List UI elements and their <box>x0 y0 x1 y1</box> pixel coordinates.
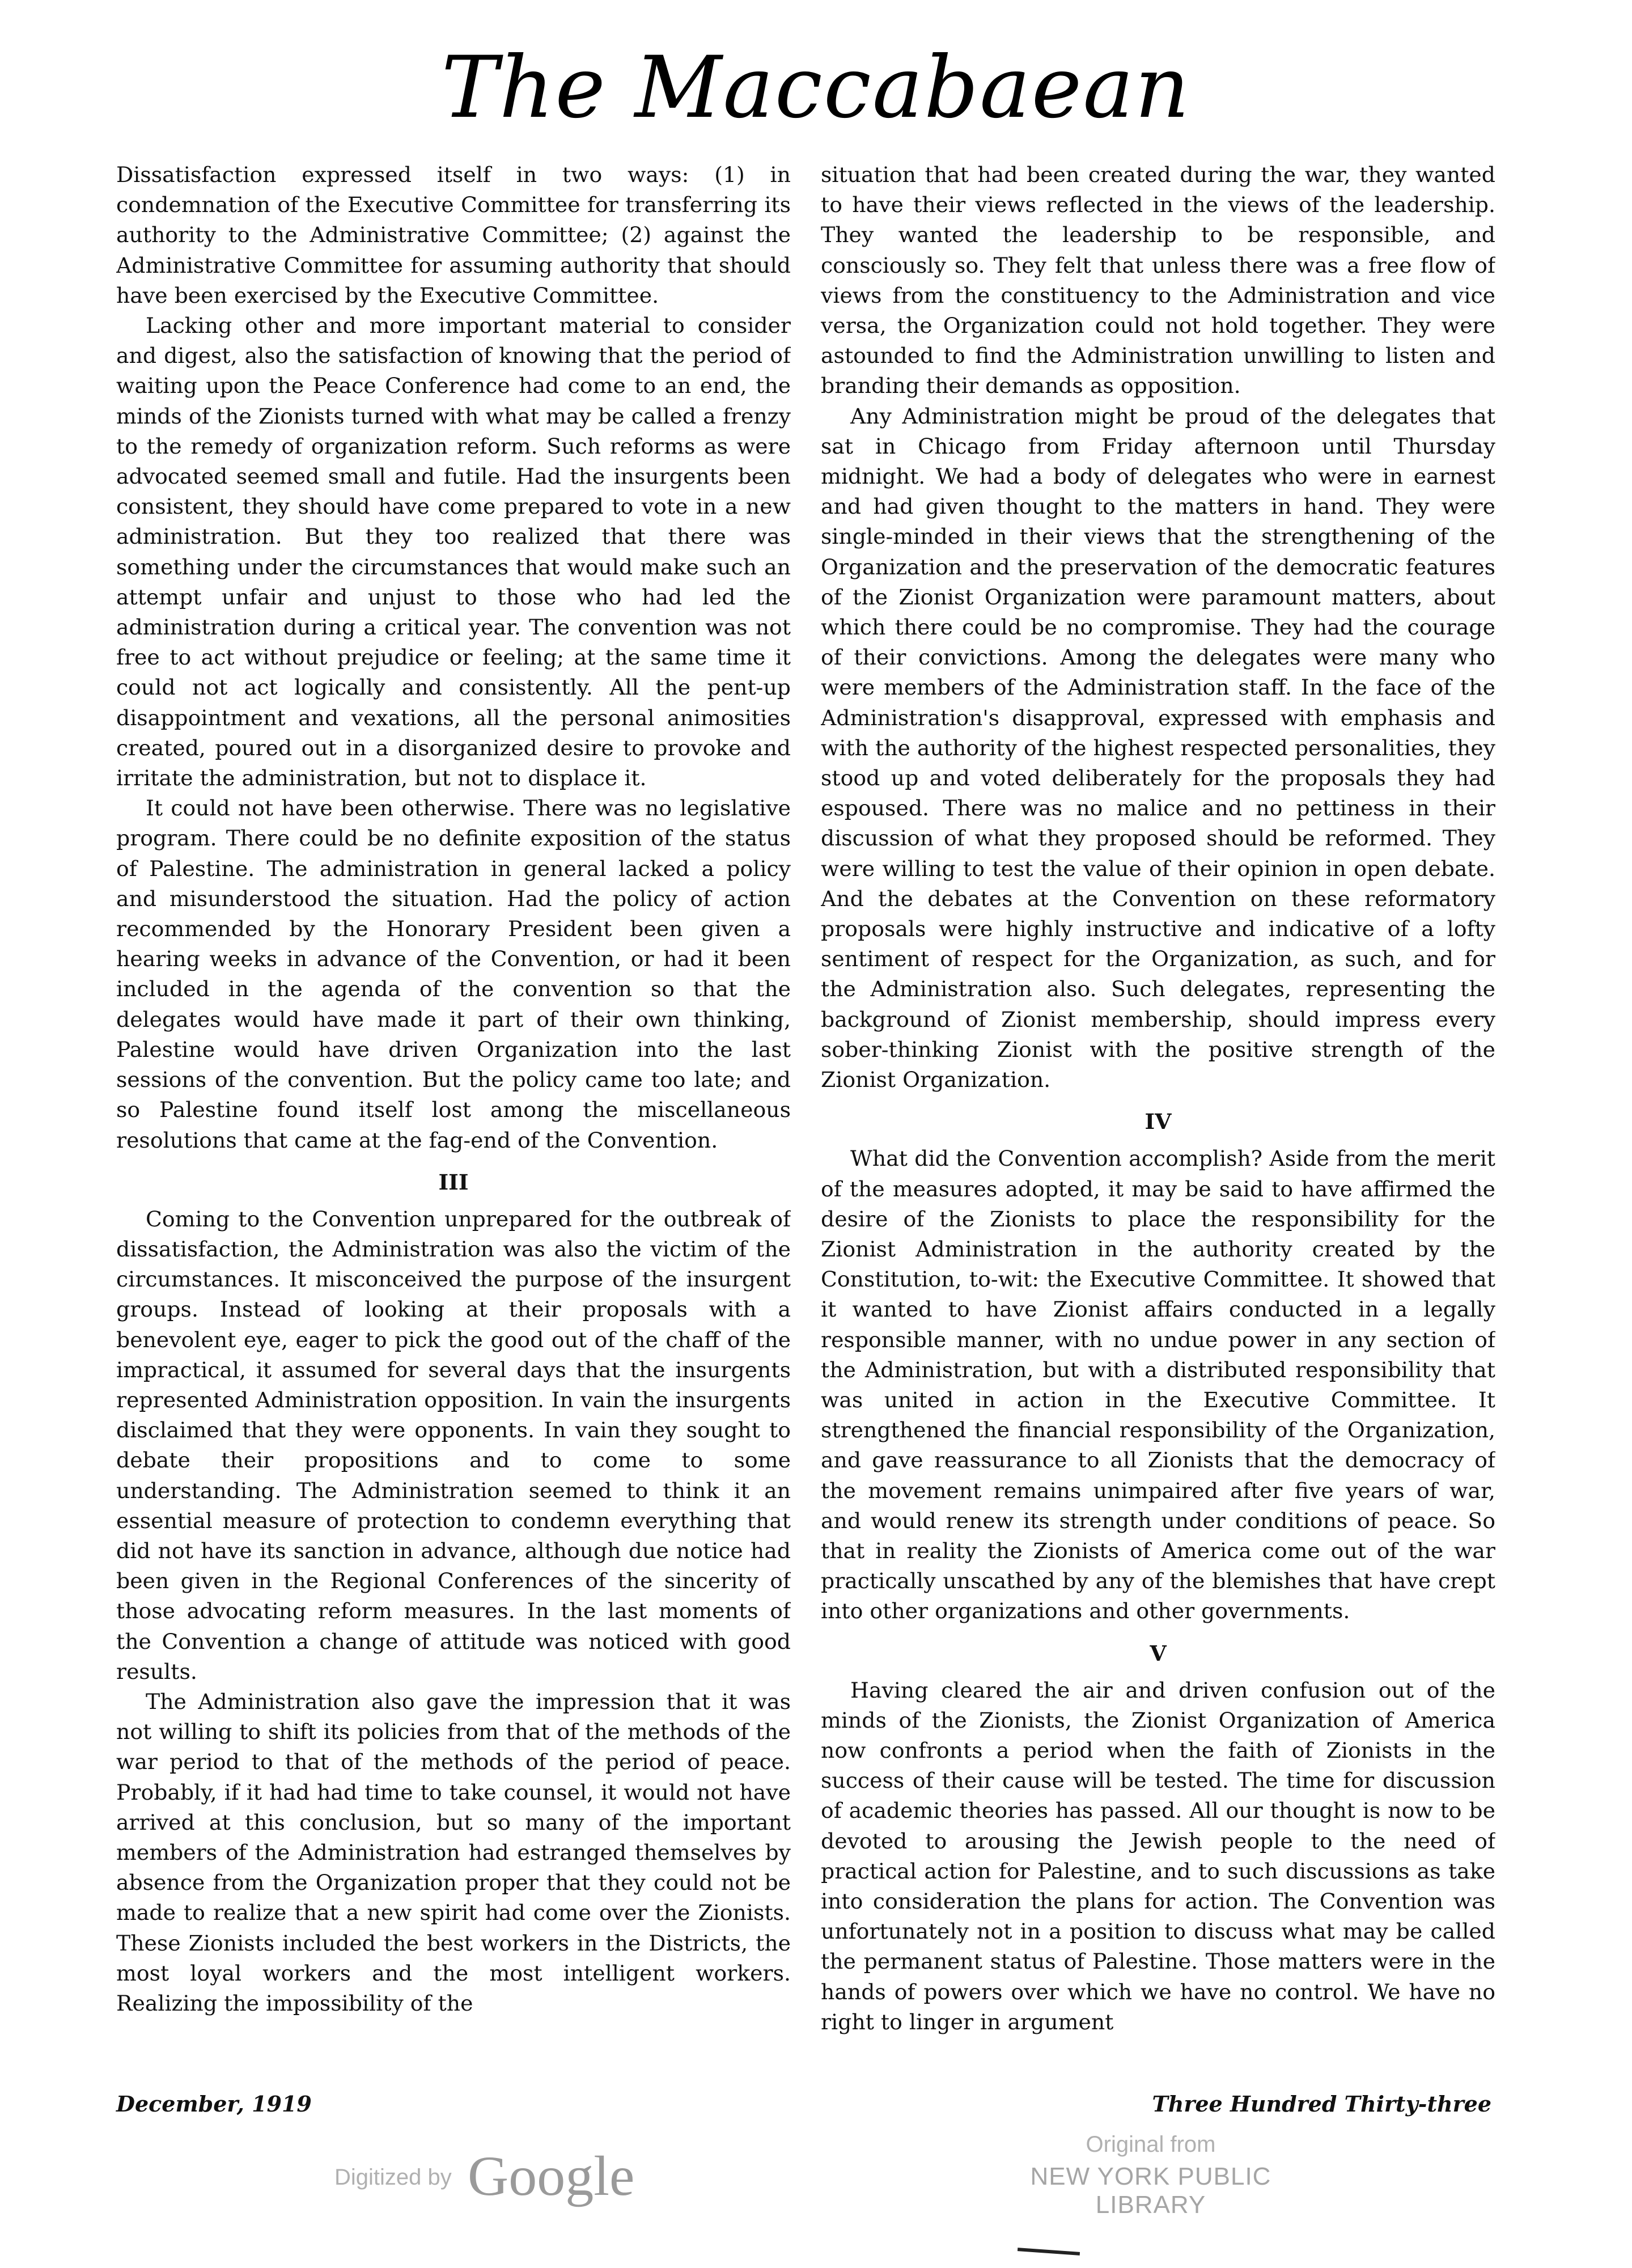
google-logo: Google <box>468 2144 635 2207</box>
paragraph: The Administration also gave the impression that it was not willing to shift its policies from that of the methods of the war period to that of the methods of the period of peace. Probably, if it had had time to take counsel, it would not have arrived at this conclusion, but so many of the important members of the Administration had estranged themselves by absence from the Organization proper that they could not be made to realize that a new spirit had come over the Zionists. These Zionists included the best workers in the Districts, the most loyal workers and the most intelligent workers. Realizing the impossibility of the <box>116 1689 791 2016</box>
paragraph: What did the Convention accomplish? Aside from the merit of the measures adopted, it may be said to have affirmed the desire of the Zionists to place the responsibility for the Zionist Administration in the authority created by the Constitution, to-wit: the Executive Committee. It showed that it wanted to have Zionist affairs conducted in a legally responsible manner, with no undue power in any section of the Administration, but with a distributed responsibility that was united in action in the Executive Committee. It strengthened the financial responsibility of the Organization, and gave reassurance to all Zionists that the democracy of the movement remains unimpaired after five years of war, and would renew its strength under conditions of peace. So that in reality the Zionists of America come out of the war practically unscathed by any of the blemishes that have crept into other organizations and other governments. <box>821 1146 1495 1624</box>
masthead-title: The Maccabaean <box>441 39 1191 137</box>
section-heading-iii: III <box>438 1169 469 1195</box>
paragraph: Coming to the Convention unprepared for the outbreak of dissatisfaction, the Administration was also the victim of the circumstances. It misconceived the purpose of the insurgent groups. Instead of looking at their proposals with a benevolent eye, eager to pick the good out of the chaff of the impractical, it assumed for several days that the insurgents represented Administration opposition. In vain the insurgents disclaimed that they were opponents. In vain they sought to debate their propositions and to come to some understanding. The Administration seemed to think it an essential measure of protection to condemn everything that did not have its sanction in advance, although due notice had been given in the Regional Conferences of the sincerity of those advocating reform measures. In the last moments of the Convention a change of attitude was noticed with good results. <box>116 1206 791 1684</box>
left-column <box>116 160 791 2065</box>
paragraph: Lacking other and more important material to consider and digest, also the satisfaction of knowing that the period of waiting upon the Peace Conference had come to an end, the minds of the Zionists turned with what may be called a frenzy to the remedy of organization reform. Such reforms as were advocated seemed small and futile. Had the insurgents been consistent, they should have come prepared to vote in a new administration. But they too realized that there was something under the circumstances that would make such an attempt unfair and unjust to those who had led the administration during a critical year. The convention was not free to act without prejudice or feeling; at the same time it could not act logically and consistently. All the pent-up disappointment and vexations, all the personal animosities created, poured out in a disorganized desire to provoke and irritate the administration, but not to displace it. <box>116 313 791 791</box>
paragraph: It could not have been otherwise. There was no legislative program. There could be no definite exposition of the status of Palestine. The administration in general lacked a policy and misunderstood the situation. Had the policy of action recommended by the Honorary President been given a hearing weeks in advance of the Convention, or had it been included in the agenda of the convention so that the delegates would have made it part of their own thinking, Palestine would have driven Organization into the last sessions of the convention. But the policy came too late; and so Palestine found itself lost among the miscellaneous resolutions that came at the fag-end of the Convention. <box>116 796 791 1153</box>
paragraph: situation that had been created during the war, they wanted to have their views reflected in the views of the leadership. They wanted the leadership to be responsible, and consciously so. They felt that unless there was a free flow of views from the constituency to the Administration and vice versa, the Organization could not hold together. They were astounded to find the Administration unwilling to listen and branding their demands as opposition. <box>821 162 1495 399</box>
digitized-by-label: Digitized by <box>334 2165 452 2190</box>
footer-date: December, 1919 <box>116 2091 312 2117</box>
paragraph: Dissatisfaction expressed itself in two ways: (1) in condemnation of the Executive Committee for transferring its authority to the Administrative Committee; (2) against the Administrative Committee for assuming authority that should have been exercised by the Executive Committee. <box>116 162 791 308</box>
section-heading-iv: IV <box>1144 1109 1172 1135</box>
right-column <box>821 160 1495 2065</box>
section-heading-v: V <box>1150 1640 1167 1666</box>
original-from-label: Original from <box>1086 2132 1216 2157</box>
library-name: NEW YORK PUBLIC LIBRARY <box>1030 2163 1271 2219</box>
footer-page-number: Three Hundred Thirty-three <box>1152 2091 1491 2117</box>
paragraph: Any Administration might be proud of the delegates that sat in Chicago from Friday afternoon until Thursday midnight. We had a body of delegates who were in earnest and had given thought to the matters in hand. They were single-minded in their views that the strengthening of the Organization and the preservation of the democratic features of the Zionist Organization were paramount matters, about which there could be no compromise. They had the courage of their convictions. Among the delegates were many who were members of the Administration staff. In the face of the Administration's disapproval, expressed with emphasis and with the authority of the highest respected personalities, they stood up and voted deliberately for the proposals they had espoused. There was no malice and no pettiness in their discussion of what they proposed should be reformed. They were willing to test the value of their opinion in open debate. And the debates at the Convention on these reformatory proposals were highly instructive and indicative of a lofty sentiment of respect for the Organization, as such, and for the Administration also. Such delegates, representing the background of Zionist membership, should impress every sober-thinking Zionist with the positive strength of the Zionist Organization. <box>821 403 1495 1093</box>
scan-mark <box>1018 2248 1080 2256</box>
paragraph: Having cleared the air and driven confusion out of the minds of the Zionists, the Zionist Organization of America now confronts a period when the faith of Zionists in the success of their cause will be tested. The time for discussion of academic theories has passed. All our thought is now to be devoted to arousing the Jewish people to the need of practical action for Palestine, and to such discussions as take into consideration the plans for action. The Convention was unfortunately not in a position to discuss what may be called the permanent status of Palestine. Those matters were in the hands of powers over which we have no control. We have no right to linger in argument <box>821 1677 1495 2034</box>
